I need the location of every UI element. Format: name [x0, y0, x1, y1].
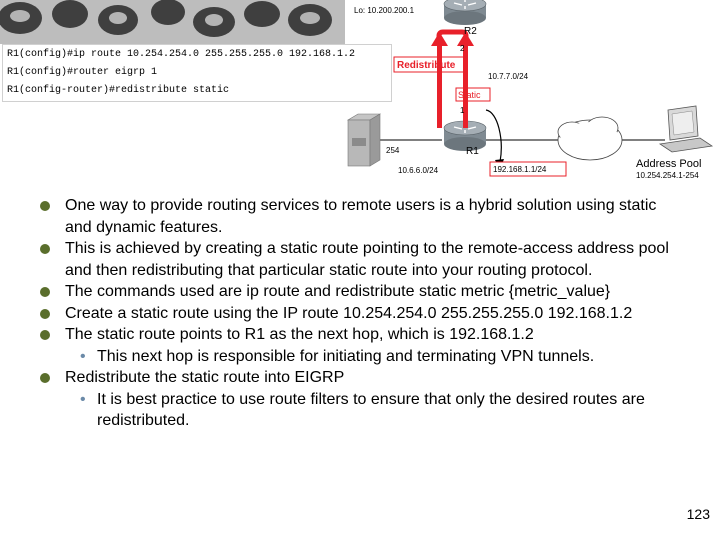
sub-bullet-text: It is best practice to use route filters to ensure that only the desired routes are redistributed. — [97, 390, 645, 429]
bullet-text: The commands used are ip route and redistribute static metric {metric_value} — [65, 283, 611, 300]
bullet-text: One way to provide routing services to remote users is a hybrid solution using static and dynamic features. — [65, 197, 657, 236]
cli-line-router-eigrp: R1(config)#router eigrp 1 — [7, 67, 158, 78]
sub-bullet-dot-icon: • — [80, 390, 86, 408]
address-pool-range: 10.254.254.1-254 — [636, 171, 699, 180]
loopback-label: Lo: 10.200.200.1 — [354, 6, 415, 15]
next-hop-label: 192.168.1.1/24 — [493, 165, 547, 174]
page-number: 123 — [686, 506, 710, 522]
bullet-dot-icon — [40, 201, 50, 211]
bullet-text: Create a static route using the IP route 10.254.254.0 255.255.255.0 192.168.1.2 — [65, 304, 633, 322]
router-r2-label: R2 — [464, 26, 477, 37]
internet-cloud-icon — [558, 117, 622, 160]
header-banner-image — [0, 0, 345, 44]
bullet-item — [40, 324, 680, 346]
link-subnet-label: 10.7.7.0/24 — [488, 72, 529, 81]
redistribute-label: Redistribute — [397, 60, 456, 71]
bullet-item — [40, 238, 680, 281]
static-label: Static — [458, 90, 481, 100]
bullet-dot-icon — [40, 373, 50, 383]
bullet-item — [40, 367, 680, 389]
router-r2-icon — [444, 0, 486, 25]
bullet-text: Redistribute the static route into EIGRP — [65, 369, 345, 386]
bullet-item — [40, 303, 680, 325]
sub-bullet-text: This next hop is responsible for initiating and terminating VPN tunnels. — [97, 347, 595, 365]
cli-line-ip-route: R1(config)#ip route 10.254.254.0 255.255.255.0 192.168.1.2 — [7, 49, 356, 60]
banner-graphic — [0, 0, 345, 44]
bullet-item — [40, 281, 680, 303]
server-icon — [348, 114, 380, 166]
lan-subnet-label: 10.6.6.0/24 — [398, 166, 439, 175]
bullet-item — [40, 195, 680, 238]
server-interface-label: 254 — [386, 146, 400, 155]
bullet-dot-icon — [40, 309, 50, 319]
bullet-text: This is achieved by creating a static route pointing to the remote-access address pool and then redistributing that particular static route into your routing protocol. — [65, 240, 669, 279]
cli-commands-box — [2, 44, 392, 102]
cli-line-redistribute: R1(config-router)#redistribute static — [7, 85, 230, 96]
network-diagram — [340, 0, 720, 195]
sub-bullet-item — [40, 346, 680, 368]
bullet-dot-icon — [40, 244, 50, 254]
address-pool-label: Address Pool — [636, 158, 702, 170]
r1-interface-label: 1 — [460, 106, 465, 115]
sub-bullet-dot-icon: • — [80, 347, 86, 365]
bullet-dot-icon — [40, 330, 50, 340]
bullet-text: The static route points to R1 as the next hop, which is 192.168.1.2 — [65, 326, 534, 343]
laptop-icon — [660, 106, 712, 152]
r2-interface-label: 2 — [460, 44, 465, 53]
bullet-dot-icon — [40, 287, 50, 297]
sub-bullet-item — [40, 389, 680, 432]
router-r1-label: R1 — [466, 146, 479, 157]
redistribute-arrow-icon — [431, 32, 474, 128]
bullet-list — [40, 195, 680, 432]
